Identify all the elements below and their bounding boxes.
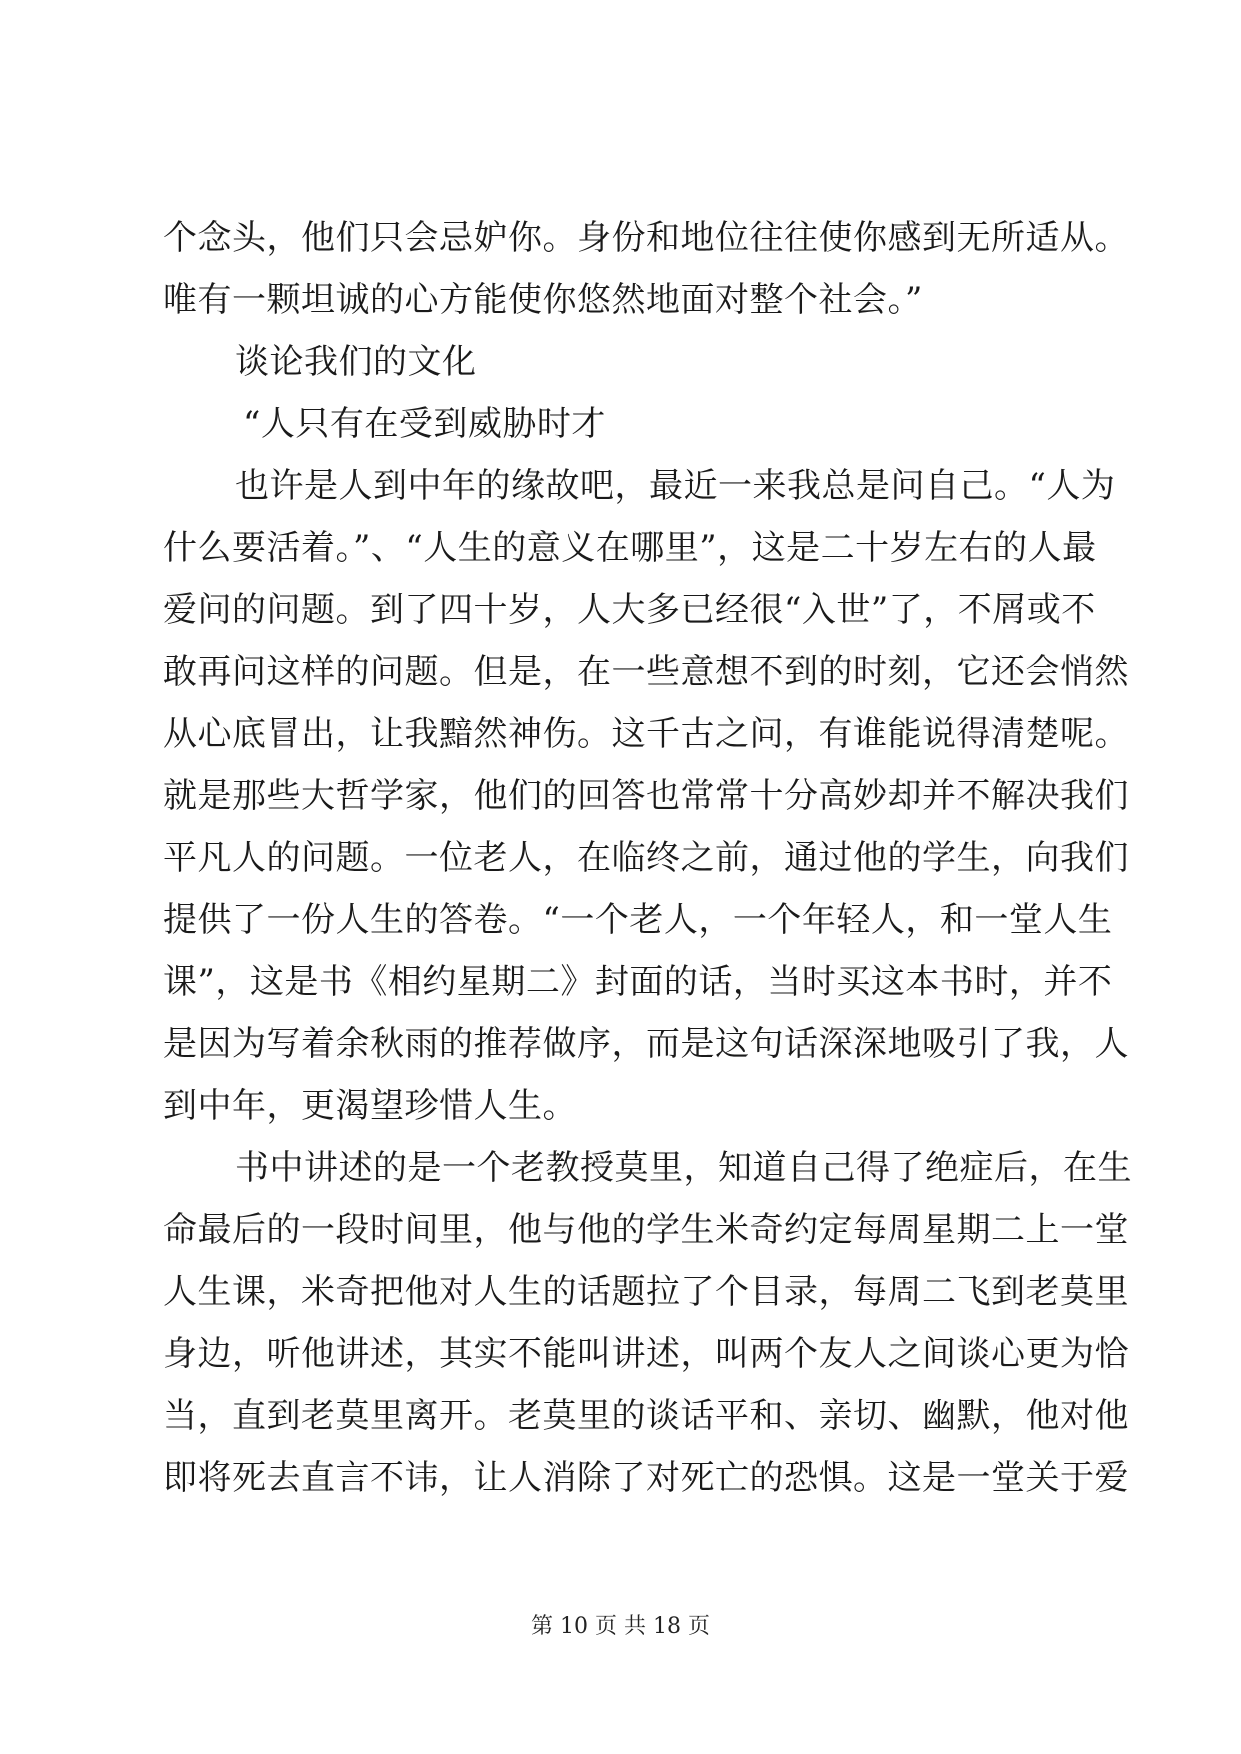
text-line: 平凡人的问题。一位老人，在临终之前，通过他的学生，向我们 [163,838,1129,878]
text-line: 爱问的问题。到了四十岁，人大多已经很“入世”了，不屑或不 [163,590,1096,630]
text-line: 从心底冒出，让我黯然神伤。这千古之问，有谁能说得清楚呢。 [163,714,1129,754]
text-line: 唯有一颗坦诚的心方能使你悠然地面对整个社会。” [163,280,923,320]
text-line: 就是那些大哲学家，他们的回答也常常十分高妙却并不解决我们 [163,776,1129,816]
text-line: 到中年，更渴望珍惜人生。 [163,1086,577,1126]
section-heading: 谈论我们的文化 [235,342,477,382]
text-line: 提供了一份人生的答卷。“一个老人，一个年轻人，和一堂人生 [163,900,1113,940]
text-line: 身边，听他讲述，其实不能叫讲述，叫两个友人之间谈心更为恰 [163,1334,1129,1374]
text-line: 命最后的一段时间里，他与他的学生米奇约定每周星期二上一堂 [163,1210,1129,1250]
text-line: 是因为写着余秋雨的推荐做序，而是这句话深深地吸引了我，人 [163,1024,1129,1064]
text-line: 当，直到老莫里离开。老莫里的谈话平和、亲切、幽默，他对他 [163,1396,1129,1436]
document-body [163,207,1132,1509]
page-number-footer: 第 10 页 共 18 页 [531,1614,710,1639]
section-subheading: “人只有在受到威胁时才 [243,404,606,444]
text-line: 人生课，米奇把他对人生的话题拉了个目录，每周二飞到老莫里 [163,1272,1129,1312]
text-line: 也许是人到中年的缘故吧，最近一来我总是问自己。“人为 [235,466,1116,506]
text-line: 敢再问这样的问题。但是，在一些意想不到的时刻，它还会悄然 [163,652,1129,692]
text-line: 个念头，他们只会忌妒你。身份和地位往往使你感到无所适从。 [163,218,1129,258]
text-line: 书中讲述的是一个老教授莫里，知道自己得了绝症后，在生 [235,1148,1132,1188]
text-line: 什么要活着。”、“人生的意义在哪里”，这是二十岁左右的人最 [163,528,1097,568]
text-line: 课”，这是书《相约星期二》封面的话，当时买这本书时，并不 [163,962,1113,1002]
text-line: 即将死去直言不讳，让人消除了对死亡的恐惧。这是一堂关于爱 [163,1458,1129,1498]
